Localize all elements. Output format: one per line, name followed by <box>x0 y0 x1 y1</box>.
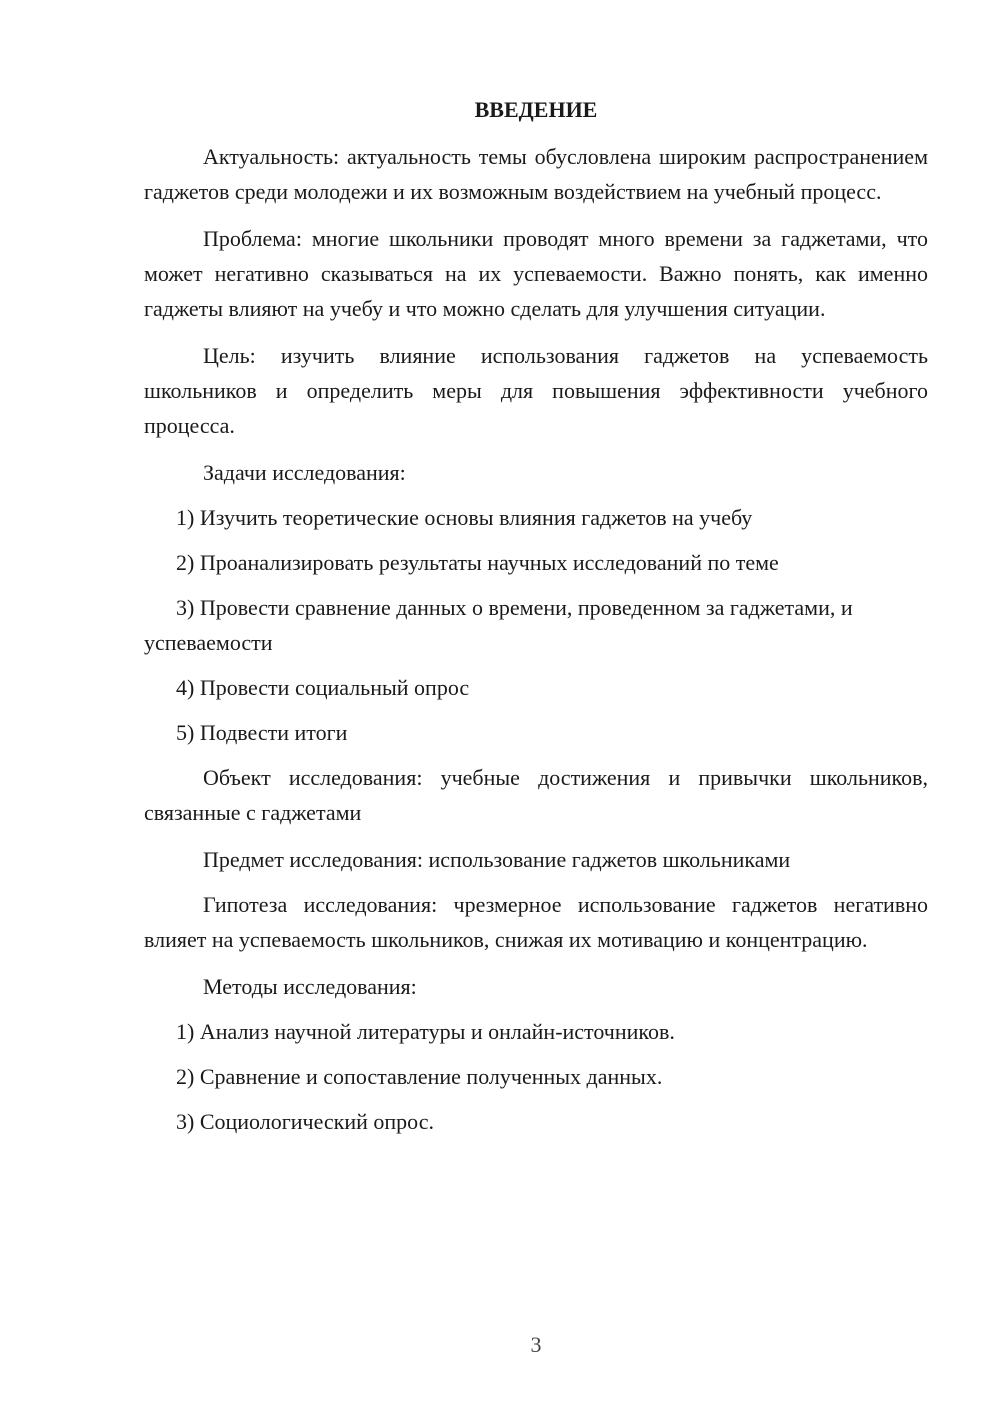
task-item: 5) Подвести итоги <box>176 720 348 745</box>
document-page <box>144 92 928 1149</box>
section-heading: ВВЕДЕНИЕ <box>474 97 598 122</box>
task-item: 3) Провести сравнение данных о времени, проведенном за гаджетами, и успеваемости <box>144 595 853 655</box>
methods-title: Методы исследования: <box>203 974 417 999</box>
task-item: 4) Провести социальный опрос <box>176 675 470 700</box>
tasks-title: Задачи исследования: <box>203 460 406 485</box>
task-item: 1) Изучить теоретические основы влияния гаджетов на учебу <box>176 505 753 530</box>
goal-paragraph: Цель: изучить влияние использования гаджетов на успеваемость школьников и определить меры для повышения эффективности учебного процесса. <box>144 343 928 438</box>
subject-paragraph: Предмет исследования: использование гаджетов школьниками <box>203 847 791 872</box>
problem-paragraph: Проблема: многие школьники проводят много времени за гаджетами, что может негативно сказываться на их успеваемости. Важно понять, как именно гаджеты влияют на учебу и что можно сделать для улучшения ситуации. <box>144 226 928 321</box>
relevance-paragraph: Актуальность: актуальность темы обусловлена широким распространением гаджетов среди молодежи и их возможным воздействием на учебный процесс. <box>144 144 928 204</box>
method-item: 3) Социологический опрос. <box>176 1109 434 1134</box>
task-item: 2) Проанализировать результаты научных исследований по теме <box>176 550 779 575</box>
hypothesis-paragraph: Гипотеза исследования: чрезмерное использование гаджетов негативно влияет на успеваемость школьников, снижая их мотивацию и концентрацию. <box>144 892 928 952</box>
method-item: 2) Сравнение и сопоставление полученных данных. <box>176 1064 663 1089</box>
object-paragraph: Объект исследования: учебные достижения и привычки школьников, связанные с гаджетами <box>144 765 928 825</box>
page-number: 3 <box>530 1332 542 1357</box>
method-item: 1) Анализ научной литературы и онлайн-источников. <box>176 1019 675 1044</box>
